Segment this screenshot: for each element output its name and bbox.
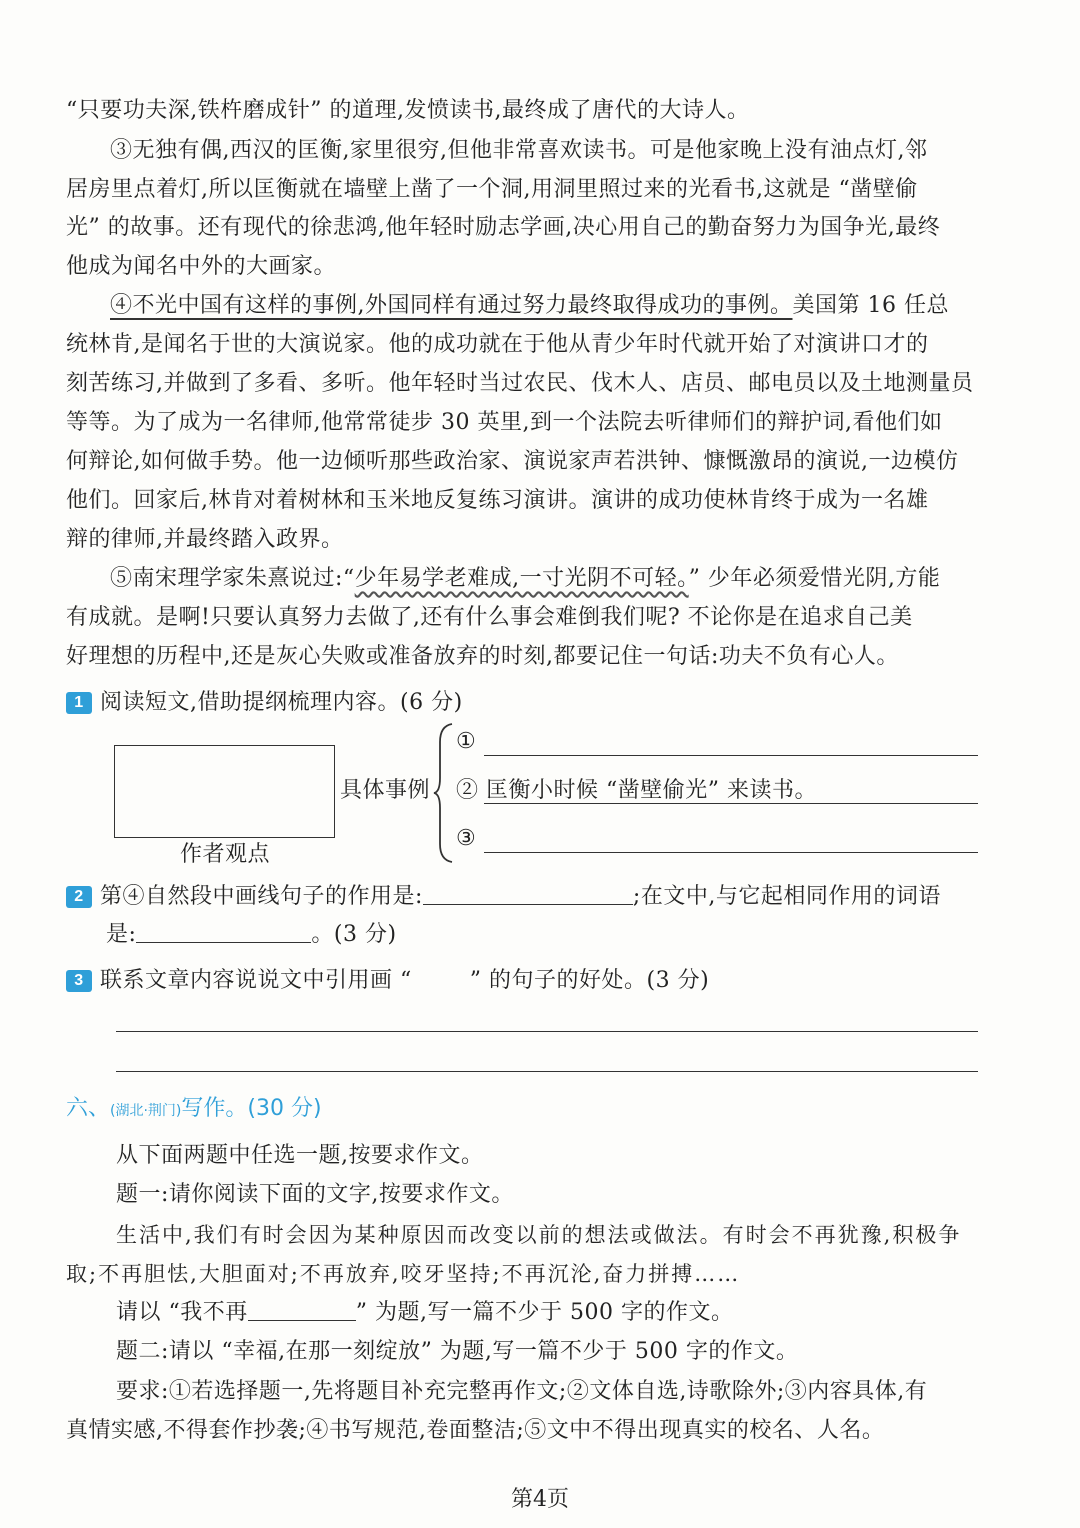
section-line bbox=[116, 1298, 733, 1328]
wavy-mark-sample bbox=[412, 966, 470, 996]
passage-line: 有成就。是啊!只要认真努力去做了,还有什么事会难倒我们呢? 不论你是在追求自己美 bbox=[66, 605, 913, 630]
passage-line: ③无独有偶,西汉的匡衡,家里很穷,但他非常喜欢读书。可是他家晚上没有油点灯,邻 bbox=[110, 138, 928, 163]
box-caption: 作者观点 bbox=[180, 842, 271, 867]
passage-line bbox=[110, 291, 949, 321]
section-line: 题二:请以 “幸福,在那一刻绽放” 为题,写一篇不少于 500 字的作文。 bbox=[116, 1339, 799, 1364]
passage-text: ” 少年必须爱惜光阴,方能 bbox=[688, 566, 941, 591]
wavy-quote: 少年易学老难成,一寸光阴不可轻。 bbox=[354, 566, 689, 591]
question-number-badge: 1 bbox=[66, 692, 92, 714]
passage-line: 他们。回家后,林肯对着树林和玉米地反复练习演讲。演讲的成功使林肯终于成为一名雄 bbox=[66, 488, 929, 513]
section-line: 从下面两题中任选一题,按要求作文。 bbox=[116, 1143, 484, 1168]
passage-line: 居房里点着灯,所以匡衡就在墙壁上凿了一个洞,用洞里照过来的光看书,这就是 “凿壁偷 bbox=[66, 177, 918, 202]
passage-line: 辩的律师,并最终踏入政界。 bbox=[66, 527, 344, 552]
brace-icon bbox=[432, 722, 456, 864]
question-text: 。(3 分) bbox=[311, 922, 397, 947]
section-region: (湖北·荆门) bbox=[110, 1103, 182, 1119]
passage-line: 他成为闻名中外的大画家。 bbox=[66, 254, 337, 279]
answer-blank[interactable] bbox=[136, 920, 311, 943]
passage-line: “只要功夫深,铁杵磨成针” 的道理,发愤读书,最终成了唐代的大诗人。 bbox=[66, 98, 750, 123]
section-line: 真情实感,不得套作抄袭;④书写规范,卷面整洁;⑤文中不得出现真实的校名、人名。 bbox=[66, 1418, 885, 1443]
question-text: 联系文章内容说说文中引用画 “ bbox=[100, 968, 412, 993]
question-2 bbox=[66, 882, 941, 912]
page-number: 第4页 bbox=[511, 1487, 569, 1512]
answer-blank[interactable] bbox=[423, 882, 633, 905]
prompt-text: 取;不再胆怯,大胆面对;不再放弃,咬牙坚持;不再沉沦,奋力拼搏…… bbox=[66, 1262, 741, 1286]
author-viewpoint-box[interactable] bbox=[114, 745, 335, 838]
example-item-1-num: ① bbox=[456, 729, 477, 754]
section-line: 要求:①若选择题一,先将题目补充完整再作文;②文体自选,诗歌除外;③内容具体,有 bbox=[116, 1379, 928, 1404]
section-line: 题一:请你阅读下面的文字,按要求作文。 bbox=[116, 1182, 514, 1207]
answer-line-3[interactable] bbox=[484, 852, 978, 853]
question-2-cont bbox=[106, 920, 397, 950]
answer-line[interactable] bbox=[116, 1031, 978, 1032]
section-6-title bbox=[66, 1094, 322, 1126]
passage-line: 光” 的故事。还有现代的徐悲鸿,他年轻时励志学画,决心用自己的勤奋努力为国争光,最终 bbox=[66, 215, 941, 240]
answer-line-1[interactable] bbox=[484, 755, 978, 756]
passage-line: 等等。为了成为一名律师,他常常徒步 30 英里,到一个法院去听律师们的辩护词,看他们如 bbox=[66, 410, 943, 435]
question-3 bbox=[66, 966, 709, 996]
section-title-text: 写作。(30 分) bbox=[181, 1096, 322, 1121]
question-number-badge: 2 bbox=[66, 886, 92, 908]
passage-line: 好理想的历程中,还是灰心失败或准备放弃的时刻,都要记住一句话:功夫不负有心人。 bbox=[66, 644, 899, 669]
examples-label: 具体事例 bbox=[340, 778, 431, 803]
question-text: ;在文中,与它起相同作用的词语 bbox=[632, 884, 941, 909]
passage-line: 统林肯,是闻名于世的大演说家。他的成功就在于他从青少年时代就开始了对演讲口才的 bbox=[66, 332, 929, 357]
question-text: 第④自然段中画线句子的作用是: bbox=[100, 884, 423, 909]
passage-text: ⑤南宋理学家朱熹说过:“ bbox=[110, 566, 355, 591]
question-text: ” 的句子的好处。(3 分) bbox=[469, 968, 710, 993]
answer-line-2 bbox=[484, 803, 978, 804]
example-item-2 bbox=[456, 776, 817, 806]
question-number-badge: 3 bbox=[66, 970, 92, 992]
question-text: 是: bbox=[106, 922, 137, 947]
title-blank[interactable] bbox=[248, 1298, 356, 1321]
answer-line[interactable] bbox=[116, 1071, 978, 1072]
passage-text: 美国第 16 任总 bbox=[792, 293, 949, 318]
question-1 bbox=[66, 688, 463, 718]
example-item-2-text: 匡衡小时候 “凿壁偷光” 来读书。 bbox=[486, 778, 817, 803]
passage-line: 刻苦练习,并做到了多看、多听。他年轻时当过农民、伐木人、店员、邮电员以及土地测量员 bbox=[66, 371, 974, 396]
example-item-2-num: ② bbox=[456, 778, 479, 803]
underlined-sentence: ④不光中国有这样的事例,外国同样有通过努力最终取得成功的事例。 bbox=[110, 293, 793, 318]
section-text: 请以 “我不再 bbox=[116, 1300, 248, 1325]
passage-line: 何辩论,如何做手势。他一边倾听那些政治家、演说家声若洪钟、慷慨激昂的演说,一边模仿 bbox=[66, 449, 959, 474]
prompt-text: 生活中,我们有时会因为某种原因而改变以前的想法或做法。有时会不再犹豫,积极争 bbox=[116, 1223, 962, 1247]
section-prefix: 六、 bbox=[66, 1096, 111, 1121]
section-text: ” 为题,写一篇不少于 500 字的作文。 bbox=[355, 1300, 734, 1325]
passage-line bbox=[110, 564, 940, 594]
example-item-3-num: ③ bbox=[456, 826, 477, 851]
question-text: 阅读短文,借助提纲梳理内容。(6 分) bbox=[100, 690, 463, 715]
